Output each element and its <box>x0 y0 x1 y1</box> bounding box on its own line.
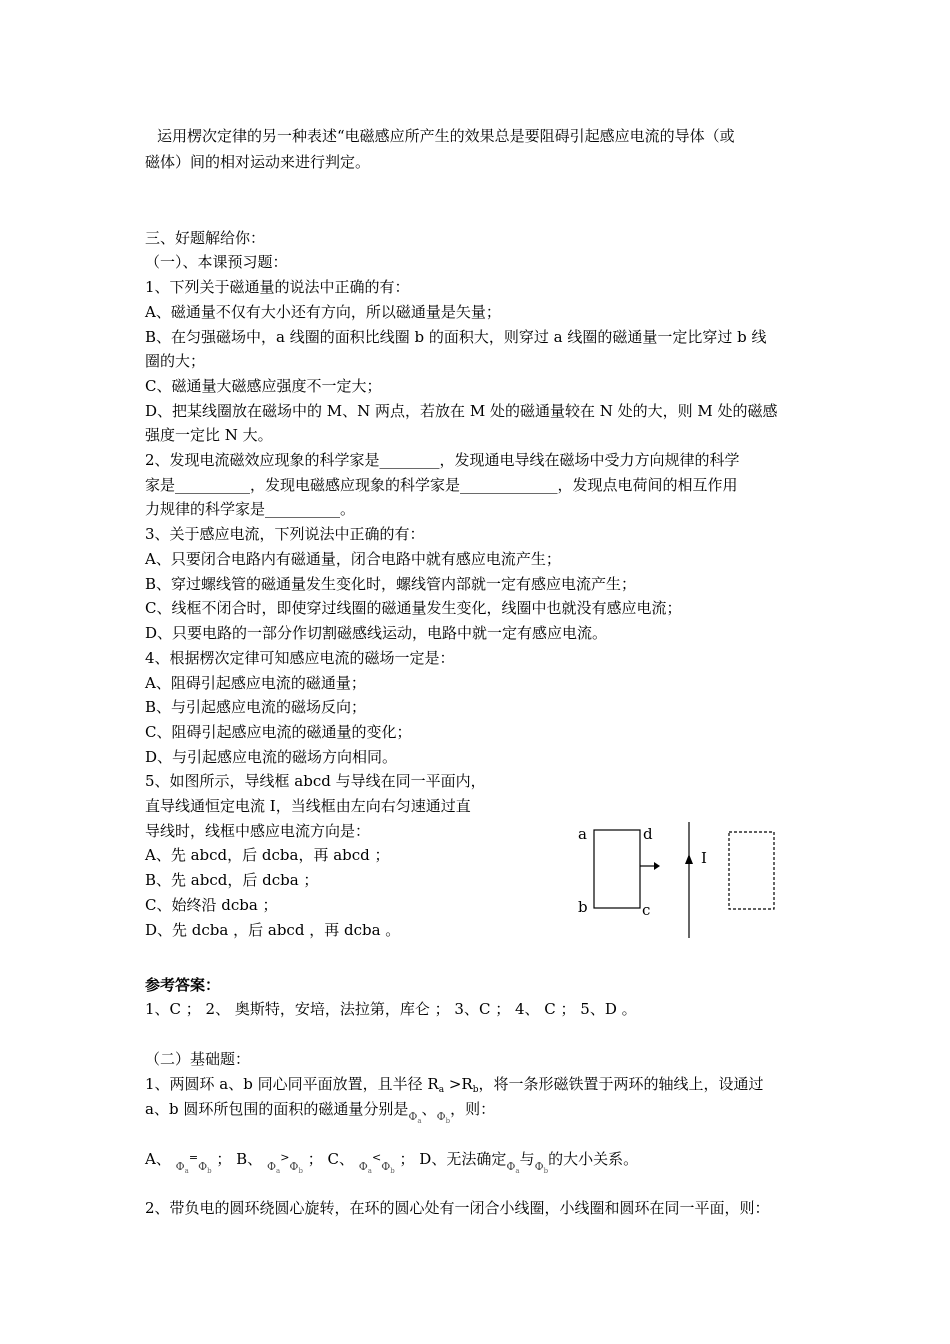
q3-option-c: C、线框不闭合时，即使穿过线圈的磁通量发生变化，线圈中也就没有感应电流； <box>145 599 682 617</box>
q2-line-2: 家是__________，发现电磁感应现象的科学家是_____________，发现点电荷间的相互作用 <box>145 476 738 494</box>
q2-line-1: 2、发现电流磁效应现象的科学家是________，发现通电导线在磁场中受力方向规律的科学 <box>145 451 740 469</box>
label-d: d <box>643 825 653 843</box>
q4-option-d: D、与引起感应电流的磁场方向相同。 <box>145 748 398 766</box>
basic-q1-line-1: 1、两圆环 a、b 同心同平面放置，且半径 $R_a >R_b$，将一条形磁铁置于两环的轴线上，设通过 <box>145 1075 764 1095</box>
q1-stem: 1、下列关于磁通量的说法中正确的有： <box>145 278 410 296</box>
phi-a-symbol: $\Phi_a$ <box>408 1110 422 1125</box>
label-current-i: I <box>701 849 707 867</box>
option-b-label: B、 <box>236 1150 263 1168</box>
q1-option-b-line1: B、在匀强磁场中，a 线圈的面积比线圈 b 的面积大，则穿过 a 线圈的磁通量一定比穿过 b 线 <box>145 328 767 346</box>
option-d-label: D、无法确定 <box>419 1150 507 1168</box>
q1-option-d-line1: D、把某线圈放在磁场中的 M、N 两点，若放在 M 处的磁通量较在 N 处的大，则 M 处的磁感 <box>145 402 778 420</box>
q5-option-b: B、先 abcd，后 dcba ； <box>145 871 319 889</box>
phi-a-symbol: $\Phi_a$ <box>358 1160 372 1175</box>
q5-option-c: C、始终沿 dcba ； <box>145 896 278 914</box>
q3-option-a: A、只要闭合电路内有磁通量，闭合电路中就有感应电流产生； <box>145 550 561 568</box>
basic-q2: 2、带负电的圆环绕圆心旋转，在环的圆心处有一闭合小线圈，小线圈和圆环在同一平面，则： <box>145 1199 770 1217</box>
q5-option-d: D、先 dcba ，后 abcd ，再 dcba 。 <box>145 921 401 939</box>
label-b: b <box>578 898 588 916</box>
q4-stem: 4、根据楞次定律可知感应电流的磁场一定是： <box>145 649 455 667</box>
intro-line-1: 运用楞次定律的另一种表述“电磁感应所产生的效果总是要阻碍引起感应电流的导体（或 <box>157 127 735 145</box>
answers-text: 1、C ； 2、 奥斯特，安培，法拉第，库仑 ； 3、C ； 4、 C ； 5、D 。 <box>145 1000 637 1018</box>
intro-line-2: 磁体）间的相对运动来进行判定。 <box>145 153 371 171</box>
q5-line-3: 导线时，线框中感应电流方向是： <box>145 822 371 840</box>
q1-option-a: A、磁通量不仅有大小还有方向，所以磁通量是矢量； <box>145 303 501 321</box>
phi-b-symbol: $\Phi_b$ <box>198 1160 212 1175</box>
answers-title: 参考答案： <box>145 976 221 994</box>
q4-option-b: B、与引起感应电流的磁场反向； <box>145 698 367 716</box>
q5-line-2: 直导线通恒定电流 I，当线框由左向右匀速通过直 <box>145 797 471 815</box>
option-a-label: A、 <box>145 1150 171 1168</box>
motion-arrow-head <box>654 862 660 870</box>
label-c: c <box>642 901 651 919</box>
q5-line-1: 5、如图所示，导线框 abcd 与导线在同一平面内， <box>145 772 486 790</box>
option-c-label: C、 <box>327 1150 354 1168</box>
q5-option-a: A、先 abcd，后 dcba，再 abcd ； <box>145 846 390 864</box>
q4-option-c: C、阻碍引起感应电流的磁通量的变化； <box>145 723 412 741</box>
basic-q1-options: A、 $\Phi_a^=\Phi_b$ ； B、 $\Phi_a^>\Phi_b$ ； C、 $\Phi_a^<\Phi_b$ ； D、无法确定$\Phi_a$与$\Phi_b$的大小关系。 <box>145 1149 638 1172</box>
q5-figure <box>570 820 790 945</box>
q2-line-3: 力规律的科学家是__________。 <box>145 500 356 518</box>
subsection-title: （一）、本课预习题： <box>145 253 288 271</box>
label-a: a <box>578 825 587 843</box>
phi-a-symbol: $\Phi_a$ <box>175 1160 189 1175</box>
q3-option-b: B、穿过螺线管的磁通量发生变化时，螺线管内部就一定有感应电流产生； <box>145 575 637 593</box>
q1-option-b-line2: 圈的大； <box>145 352 206 370</box>
phi-a-symbol: $\Phi_a$ <box>266 1160 281 1175</box>
section-title: 三、好题解给你： <box>145 229 266 247</box>
phi-b-symbol: $\Phi_b$ <box>534 1160 549 1175</box>
q1-option-d-line2: 强度一定比 N 大。 <box>145 426 273 444</box>
phi-b-symbol: $\Phi_b$ <box>289 1160 303 1175</box>
phi-b-symbol: $\Phi_b$ <box>436 1110 451 1125</box>
phi-a-symbol: $\Phi_a$ <box>506 1160 520 1175</box>
basic-title: （二）基础题： <box>145 1050 251 1068</box>
basic-q1-line-2: a、b 圆环所包围的面积的磁通量分别是$\Phi_a$、$\Phi_b$，则： <box>145 1099 495 1122</box>
current-arrow-head <box>685 854 693 864</box>
q3-stem: 3、关于感应电流，下列说法中正确的有： <box>145 525 425 543</box>
q1-option-c: C、磁通量大磁感应强度不一定大； <box>145 377 382 395</box>
q4-option-a: A、阻碍引起感应电流的磁通量； <box>145 674 366 692</box>
wire-frame-dashed <box>729 832 774 909</box>
wire-frame-solid <box>594 830 640 908</box>
q3-option-d: D、只要电路的一部分作切割磁感线运动，电路中就一定有感应电流。 <box>145 624 608 642</box>
phi-b-symbol: $\Phi_b$ <box>381 1160 395 1175</box>
